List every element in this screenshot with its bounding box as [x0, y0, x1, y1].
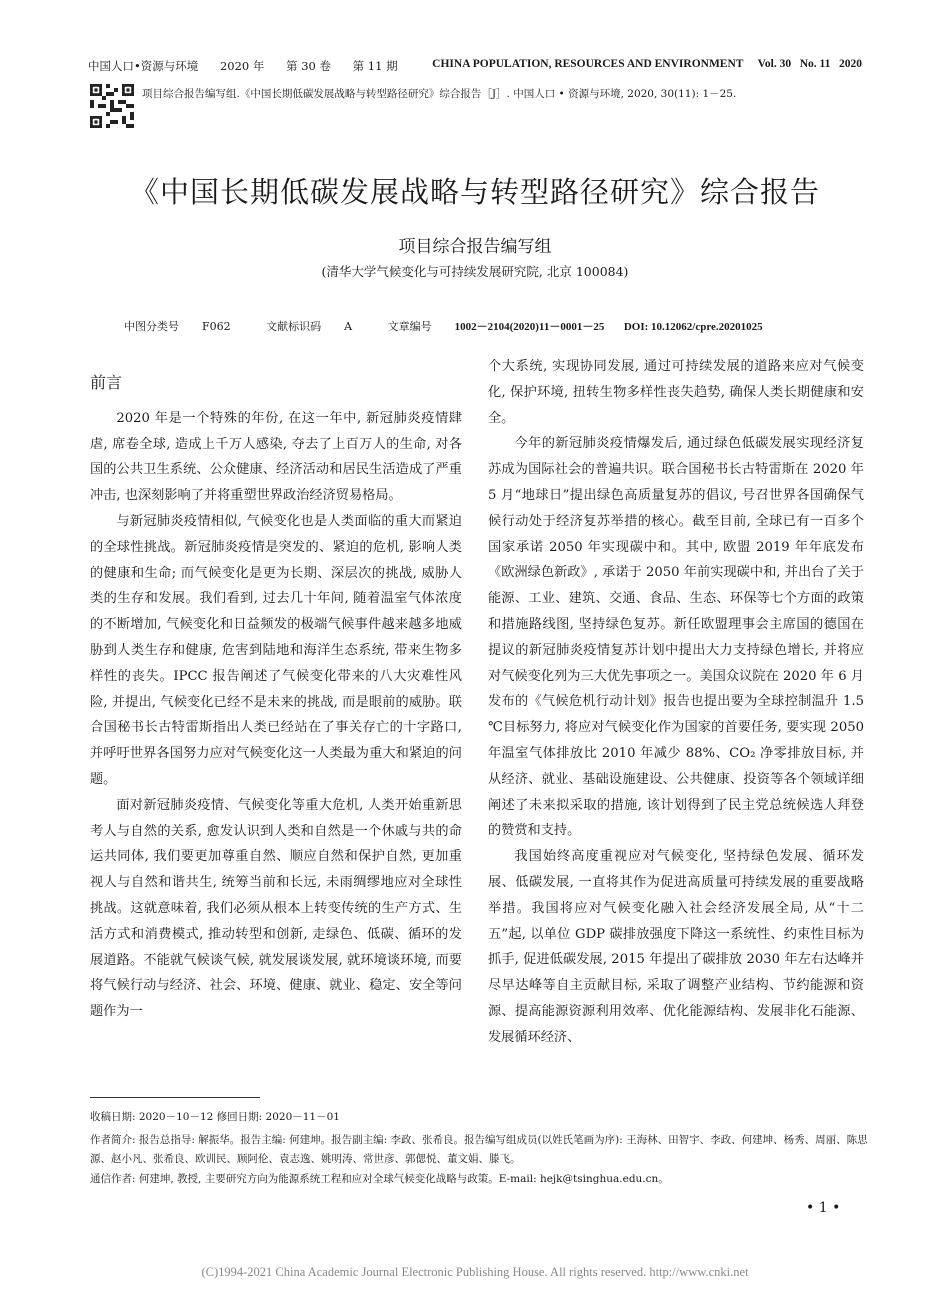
paragraph: 2020 年是一个特殊的年份, 在这一年中, 新冠肺炎疫情肆虐, 席卷全球, 造成上千万人感染, 夺去了上百万人的生命, 对各国的公共卫生系统、公众健康、经济活动和居民生活造成了严重冲击, 也深刻影响了并将重塑世界政治经济贸易格局。 [90, 410, 462, 504]
article-no-label: 文章编号 [387, 320, 432, 333]
article-no-value: 1002－2104(2020)11－0001－25 [454, 321, 605, 333]
running-header [88, 58, 862, 74]
article-metadata [124, 318, 763, 334]
page-number: • 1 • [806, 1200, 841, 1216]
article-title: 《中国长期低碳发展战略与转型路径研究》综合报告 [129, 175, 820, 209]
clc-value: F062 [202, 320, 231, 333]
paragraph: 与新冠肺炎疫情相似, 气候变化也是人类面临的重大而紧迫的全球性挑战。新冠肺炎疫情是突发的、紧迫的危机, 影响人类的健康和生命; 而气候变化是更为长期、深层次的挑战, 威胁人类的生存和发展。我们看到, 过去几十年间, 随着温室气体浓度的不断增加, 气候变化和日益频发的极端气候事件越来越多地威胁到人类生存和健康, 危害到陆地和海洋生态系统, 带来生物多样性的丧失。IPCC 报告阐述了气候变化带来的八大灾难性风险, 并提出, 气候变化已经不是未来的挑战, 而是眼前的威胁。联合国秘书长古特雷斯指出人类已经站在了事关存亡的十字路口, 并呼吁世界各国努力应对气候变化这一人类最为重大和紧迫的问题。 [90, 513, 462, 787]
footnote-dates: 收稿日期: 2020－10－12 修回日期: 2020－11－01 [90, 1111, 340, 1123]
paragraph: 今年的新冠肺炎疫情爆发后, 通过绿色低碳发展实现经济复苏成为国际社会的普遍共识。联合国秘书长古特雷斯在 2020 年 5 月“地球日”提出绿色高质量复苏的倡议, 号召世界各国确保气候行动处于经济复苏举措的核心。截至目前, 全球已有一百多个国家承诺 2050 年实现碳中和。其中, 欧盟 2019 年年底发布《欧洲绿色新政》, 承诺于 2050 年前实现碳中和, 并出台了关于能源、工业、建筑、交通、食品、生态、环保等七个方面的政策和措施路线图, 坚持绿色复苏。新任欧盟理事会主席国的德国在提议的新冠肺炎疫情复苏计划中提出大力支持绿色增长, 并将应对气候变化列为三大优先事项之一。美国众议院在 2020 年 6 月发布的《气候危机行动计划》报告也提出要为全球控制温升 1.5 ℃目标努力, 将应对气候变化作为国家的首要任务, 要实现 2050 年温室气体排放比 2010 年减少 88%、CO₂ 净零排放目标, 并从经济、就业、基础设施建设、公共健康、投资等各个领域详细阐述了未来拟采取的措施, 该计划得到了民主党总统候选人拜登的赞赏和支持。 [488, 436, 864, 839]
journal-issue: 第 11 期 [352, 59, 398, 73]
clc-label: 中图分类号 [124, 320, 179, 333]
doi-value: DOI: 10.12062/cpre.20201025 [623, 321, 763, 333]
paragraph: 面对新冠肺炎疫情、气候变化等重大危机, 人类开始重新思考人与自然的关系, 愈发认识到人类和自然是一个休戚与共的命运共同体, 我们要更加尊重自然、顺应自然和保护自然, 更加重视人与自然和谐共生, 统筹当前和长远, 未雨绸缪地应对全球性挑战。这就意味着, 我们必须从根本上转变传统的生产方式、生活方式和消费模式, 推动转型和创新, 走绿色、低碳、循环的发展道路。不能就气候谈气候, 就发展谈发展, 就环境谈环境, 而要将气候行动与经济、社会、环境、健康、就业、稳定、安全等问题作为一 [90, 797, 462, 1020]
footnote-corresponding: 通信作者: 何建坤, 教授, 主要研究方向为能源系统工程和应对全球气候变化战略与政策。E-mail: hejk@tsinghua.edu.cn。 [90, 1173, 669, 1185]
body-column-left [90, 370, 462, 1025]
footnote-authors: 作者简介: 报告总指导: 解振华。报告主编: 何建坤。报告副主编: 李政、张希良。报告编写组成员(以姓氏笔画为序): 王海林、田智宇、李政、何建坤、杨秀、周丽、陈思源、赵小凡、张希良、欧训民、顾阿伦、袁志逸、姚明涛、常世彦、郭偲悦、董文娟、滕飞。 [90, 1134, 868, 1165]
copyright-watermark: (C)1994-2021 China Academic Journal Electronic Publishing House. All rights reserved. http://www.cnki.net [201, 1265, 749, 1279]
vol-en: Vol. 30 [757, 58, 792, 70]
journal-volume: 第 30 卷 [286, 59, 331, 73]
qr-code-icon [90, 84, 134, 128]
section-heading: 前言 [90, 373, 123, 392]
doc-code-label: 文献标识码 [266, 320, 322, 333]
author-affiliation: (清华大学气候变化与可持续发展研究院, 北京 100084) [321, 264, 629, 279]
year-en: 2020 [839, 58, 862, 70]
footnote-divider [90, 1097, 260, 1098]
body-column-right [488, 354, 864, 1051]
citation-line: 项目综合报告编写组.《中国长期低碳发展战略与转型路径研究》综合报告［J］. 中国人口 • 资源与环境, 2020, 30(11): 1－25. [142, 88, 737, 100]
article-author: 项目综合报告编写组 [398, 237, 552, 257]
paragraph: 个大系统, 实现协同发展, 通过可持续发展的道路来应对气候变化, 保护环境, 扭转生物多样性丧失趋势, 确保人类长期健康和安全。 [488, 359, 864, 426]
running-header-cn [88, 58, 416, 74]
no-en: No. 11 [799, 58, 831, 70]
running-header-en [432, 58, 862, 74]
doc-code-value: A [344, 320, 353, 333]
journal-year: 2020 年 [219, 59, 265, 73]
journal-name-cn: 中国人口•资源与环境 [88, 59, 199, 73]
journal-name-en: CHINA POPULATION, RESOURCES AND ENVIRONMENT [432, 58, 744, 70]
paragraph: 我国始终高度重视应对气候变化, 坚持绿色发展、循环发展、低碳发展, 一直将其作为促进高质量可持续发展的重要战略举措。我国将应对气候变化融入社会经济发展全局, 从“十二五”起, 以单位 GDP 碳排放强度下降这一系统性、约束性目标为抓手, 促进低碳发展, 2015 年提出了碳排放 2030 年左右达峰并尽早达峰等自主贡献目标, 采取了调整产业结构、节约能源和资源、提高能源资源利用效率、优化能源结构、发展非化石能源、发展循环经济、 [488, 849, 864, 1045]
